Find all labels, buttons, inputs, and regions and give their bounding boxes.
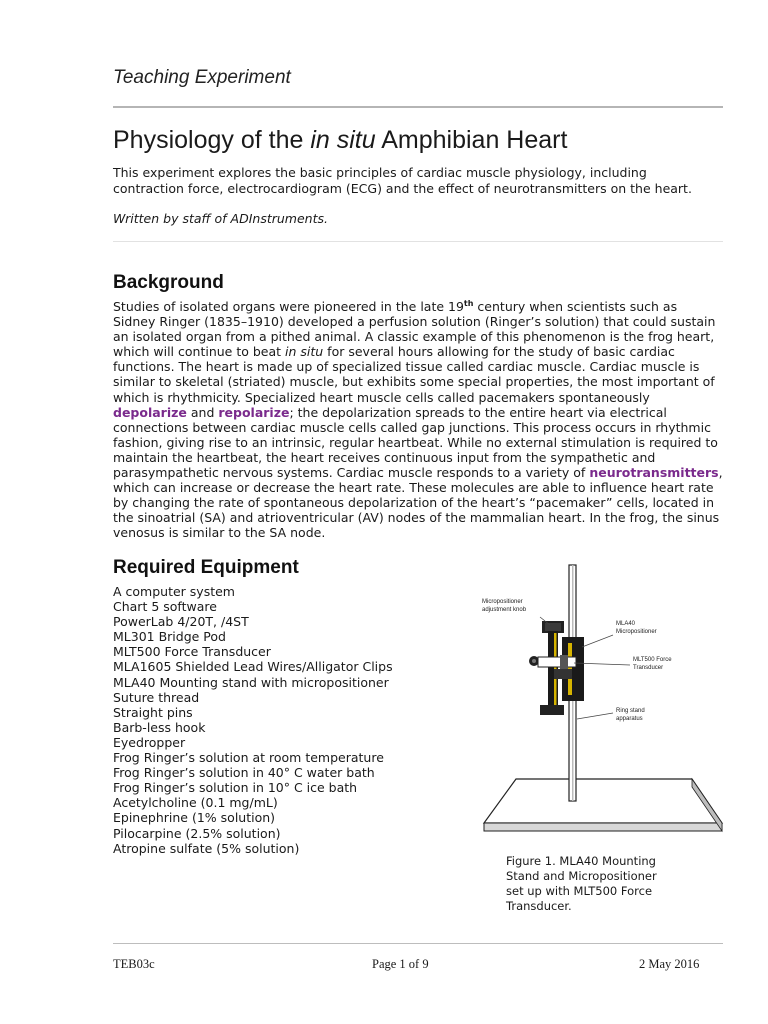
equipment-item: Atropine sulfate (5% solution) xyxy=(113,840,300,856)
title-italic-text: in situ xyxy=(310,126,376,154)
bg-text-5: , which can increase or decrease the heart rate. These molecules are able to influence heart rate by changing the rate of spontaneous depolarization of the heart’s “pacemaker” cells, located in the sinoatrial (SA) and atrioventricular (AV) nodes of the mammalian heart. In the frog, the sinus venosus is similar to the SA node. xyxy=(113,465,723,541)
micropositioner-foot xyxy=(540,705,564,715)
label-knob-line2: adjustment knob xyxy=(482,607,527,613)
force-transducer xyxy=(538,657,576,667)
equipment-item: Chart 5 software xyxy=(113,599,217,615)
equipment-item: ML301 Bridge Pod xyxy=(113,629,226,645)
header-divider xyxy=(113,106,723,108)
equipment-item: MLA1605 Shielded Lead Wires/Alligator Clips xyxy=(113,659,393,675)
equipment-item: Barb-less hook xyxy=(113,719,206,735)
label-mlt500-line2: Transducer xyxy=(633,665,664,671)
equipment-item: A computer system xyxy=(113,584,235,599)
label-ring-line2: apparatus xyxy=(616,716,643,722)
equipment-item: Frog Ringer’s solution at room temperature xyxy=(113,750,384,766)
equipment-item: Straight pins xyxy=(113,704,193,720)
title-text-end: Amphibian Heart xyxy=(375,126,568,154)
equipment-heading: Required Equipment xyxy=(113,557,299,578)
bg-text-1: Studies of isolated organs were pioneered in the late 19 xyxy=(113,299,464,314)
stand-base-edge xyxy=(484,823,722,831)
callout-ring-stand xyxy=(577,713,613,719)
bg-text-and: and xyxy=(186,404,219,420)
transducer-mount xyxy=(554,669,572,679)
background-paragraph xyxy=(113,299,723,541)
equipment-item: MLT500 Force Transducer xyxy=(113,644,271,660)
intro-paragraph: This experiment explores the basic principles of cardiac muscle physiology, including contraction force, electrocardiogram (ECG) and the effect of neurotransmitters on the heart. xyxy=(113,165,692,196)
label-ring-line1: Ring stand xyxy=(616,708,645,714)
footer-page-number: Page 1 of 9 xyxy=(372,957,429,971)
equipment-item: Frog Ringer’s solution in 10° C ice bath xyxy=(113,780,358,796)
equipment-item: Pilocarpine (2.5% solution) xyxy=(113,825,281,841)
stand-base xyxy=(484,779,722,823)
equipment-item: Eyedropper xyxy=(113,734,186,750)
section-divider xyxy=(113,241,723,242)
transducer-clamp xyxy=(560,655,568,669)
label-mlt500-line1: MLT500 Force xyxy=(633,657,672,663)
page-title xyxy=(113,126,567,155)
knob-face xyxy=(545,623,561,631)
term-repolarize-link[interactable]: repolarize xyxy=(218,404,290,420)
label-knob-line1: Micropositioner xyxy=(482,599,523,605)
bg-text-3: for several hours allowing for the study of basic cardiac functions. The heart is made up of specialized tissue called cardiac muscle. Cardiac muscle is similar to skeletal (striated) muscle, but exhibits some special properties, the most important of which is rhythmicity. Specialized heart muscle cells called pacemakers spontaneously xyxy=(113,344,715,405)
equipment-item: Frog Ringer’s solution in 40° C water bath xyxy=(113,765,375,781)
footer-divider xyxy=(113,943,723,944)
bg-italic-in-situ: in situ xyxy=(285,344,324,360)
equipment-item: Acetylcholine (0.1 mg/mL) xyxy=(113,795,278,811)
byline: Written by staff of ADInstruments. xyxy=(113,211,328,226)
label-mla40-line1: MLA40 xyxy=(616,621,636,627)
term-depolarize-link[interactable]: depolarize xyxy=(113,404,187,420)
transducer-knob-center xyxy=(532,659,536,663)
background-heading: Background xyxy=(113,272,224,293)
equipment-item: MLA40 Mounting stand with micropositioner xyxy=(113,674,389,690)
title-text: Physiology of the xyxy=(113,126,311,154)
equipment-item: PowerLab 4/20T, /4ST xyxy=(113,614,249,630)
equipment-item: Epinephrine (1% solution) xyxy=(113,810,276,826)
label-mla40-line2: Micropositioner xyxy=(616,629,657,635)
bg-text-4: ; the depolarization spreads to the entire heart via electrical connections between cardiac muscle cells called gap junctions. This process occurs in rhythmic fashion, giving rise to an intrinsic, regular heartbeat. While no external stimulation is required to maintain the heartbeat, the heart receives continuous input from the sympathetic and parasympathetic nervous systems. Cardiac muscle responds to a variety of xyxy=(113,404,718,481)
bg-text-2: century when scientists such as Sidney Ringer (1835–1910) developed a perfusion solution (Ringer’s solution) that could sustain an isolated organ from a pithed animal. A classic example of this phenomenon is the frog heart, which will continue to beat xyxy=(113,299,716,360)
figure-mounting-stand xyxy=(470,555,730,845)
equipment-item: Suture thread xyxy=(113,689,200,705)
footer-date: 2 May 2016 xyxy=(639,957,700,971)
superscript-th: th xyxy=(463,298,474,308)
equipment-list xyxy=(113,584,393,856)
term-neurotransmitters-link[interactable]: neurotransmitters xyxy=(589,465,719,481)
document-kicker: Teaching Experiment xyxy=(113,67,291,88)
figure-caption: Figure 1. MLA40 Mounting Stand and Micropositioner set up with MLT500 Force Transducer. xyxy=(506,854,657,913)
mounting-stand-illustration xyxy=(470,555,730,845)
callout-mla40 xyxy=(582,635,613,647)
footer-doc-code: TEB03c xyxy=(113,957,155,971)
